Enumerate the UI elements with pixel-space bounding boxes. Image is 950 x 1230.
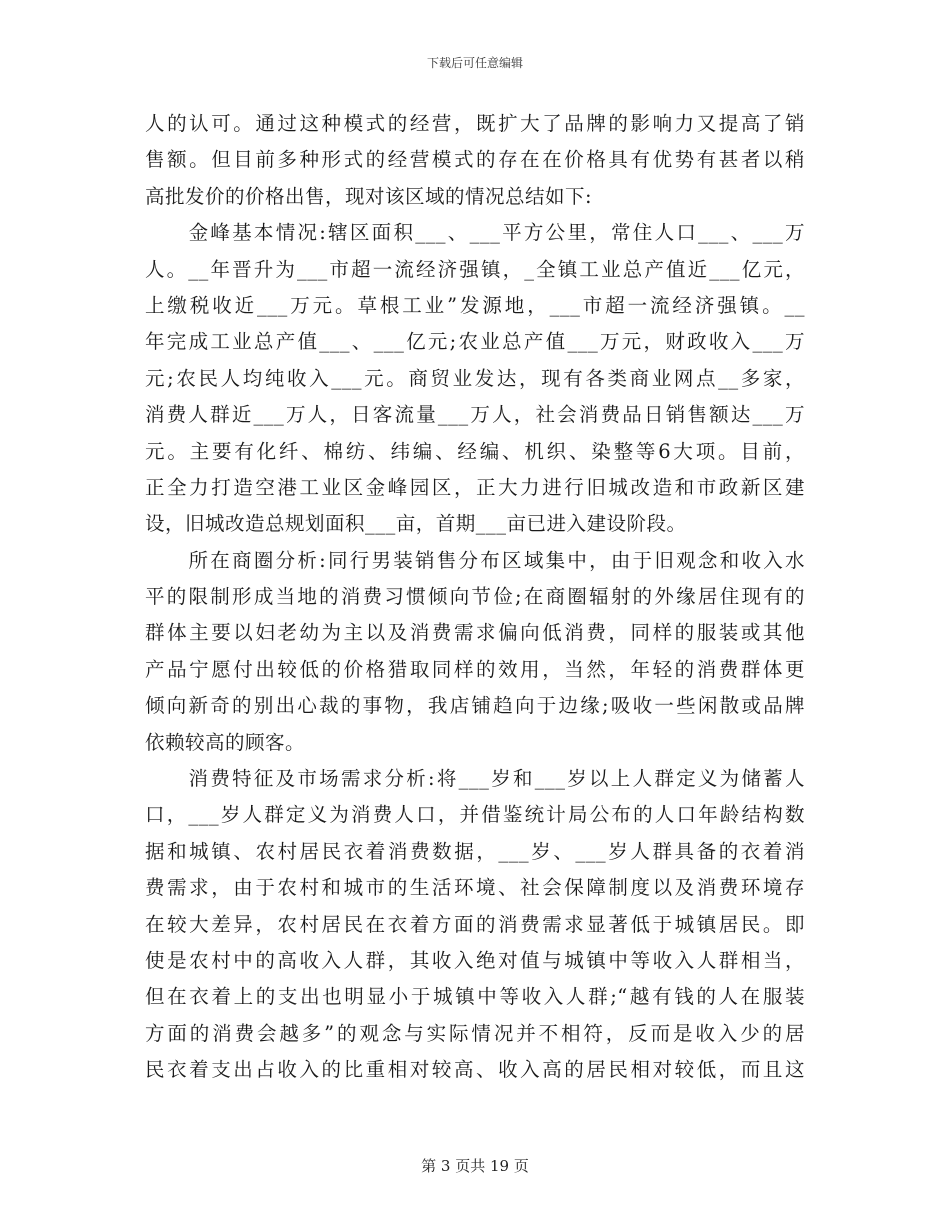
text-line: 消费特征及市场需求分析:将___岁和___岁以上人群定义为储蓄人 <box>145 767 805 791</box>
page-header: 下载后可任意编辑 <box>426 56 523 70</box>
text-line: 民衣着支出占收入的比重相对较高、收入高的居民相对较低，而且这 <box>145 1058 805 1082</box>
text-line: 群体主要以妇老幼为主以及消费需求偏向低消费，同样的服装或其他 <box>145 621 805 645</box>
text-line: 产品宁愿付出较低的价格猎取同样的效用，当然，年轻的消费群体更 <box>145 657 805 681</box>
text-line: 在较大差异，农村居民在衣着方面的消费需求显著低于城镇居民。即 <box>145 912 805 936</box>
text-line: 口，___岁人群定义为消费人口，并借鉴统计局公布的人口年龄结构数 <box>145 803 805 827</box>
document-body <box>145 106 805 1089</box>
text-line: 方面的消费会越多”的观念与实际情况并不相符，反而是收入少的居 <box>145 1021 805 1045</box>
text-line: 上缴税收近___万元。草根工业”发源地，___市超一流经济强镇。__ <box>145 293 805 317</box>
page-footer: 第 3 页共 19 页 <box>421 1157 529 1175</box>
text-line: 据和城镇、农村居民衣着消费数据，___岁、___岁人群具备的衣着消 <box>145 839 805 863</box>
text-line: 售额。但目前多种形式的经营模式的存在在价格具有优势有甚者以稍 <box>145 148 805 172</box>
text-line: 设，旧城改造总规划面积___亩，首期___亩已进入建设阶段。 <box>145 512 687 536</box>
text-line: 人。__年晋升为___市超一流经济强镇，_全镇工业总产值近___亿元， <box>145 257 805 281</box>
text-line: 依赖较高的顾客。 <box>145 730 306 754</box>
text-line: 费需求，由于农村和城市的生活环境、社会保障制度以及消费环境存 <box>145 876 805 900</box>
text-line: 高批发价的价格出售，现对该区域的情况总结如下: <box>145 184 593 208</box>
text-line: 使是农村中的高收入人群，其收入绝对值与城镇中等收入人群相当， <box>145 948 805 972</box>
text-line: 金峰基本情况:辖区面积___、___平方公里，常住人口___、___万 <box>145 221 805 245</box>
text-line: 平的限制形成当地的消费习惯倾向节俭;在商圈辐射的外缘居住现有的 <box>145 585 805 609</box>
text-line: 但在衣着上的支出也明显小于城镇中等收入人群;“越有钱的人在服装 <box>145 985 805 1009</box>
text-line: 年完成工业总产值___、___亿元;农业总产值___万元，财政收入___万 <box>145 330 805 354</box>
text-line: 倾向新奇的别出心裁的事物，我店铺趋向于边缘;吸收一些闲散或品牌 <box>145 694 805 718</box>
text-line: 人的认可。通过这种模式的经营，既扩大了品牌的影响力又提高了销 <box>145 112 805 135</box>
text-line: 所在商圈分析:同行男装销售分布区域集中，由于旧观念和收入水 <box>145 548 805 572</box>
text-line: 元。主要有化纤、棉纺、纬编、经编、机织、染整等6大项。目前， <box>145 439 805 463</box>
text-line: 消费人群近___万人，日客流量___万人，社会消费品日销售额达___万 <box>145 403 805 427</box>
text-line: 正全力打造空港工业区金峰园区，正大力进行旧城改造和市政新区建 <box>145 475 805 499</box>
text-line: 元;农民人均纯收入___元。商贸业发达，现有各类商业网点__多家， <box>145 366 805 390</box>
